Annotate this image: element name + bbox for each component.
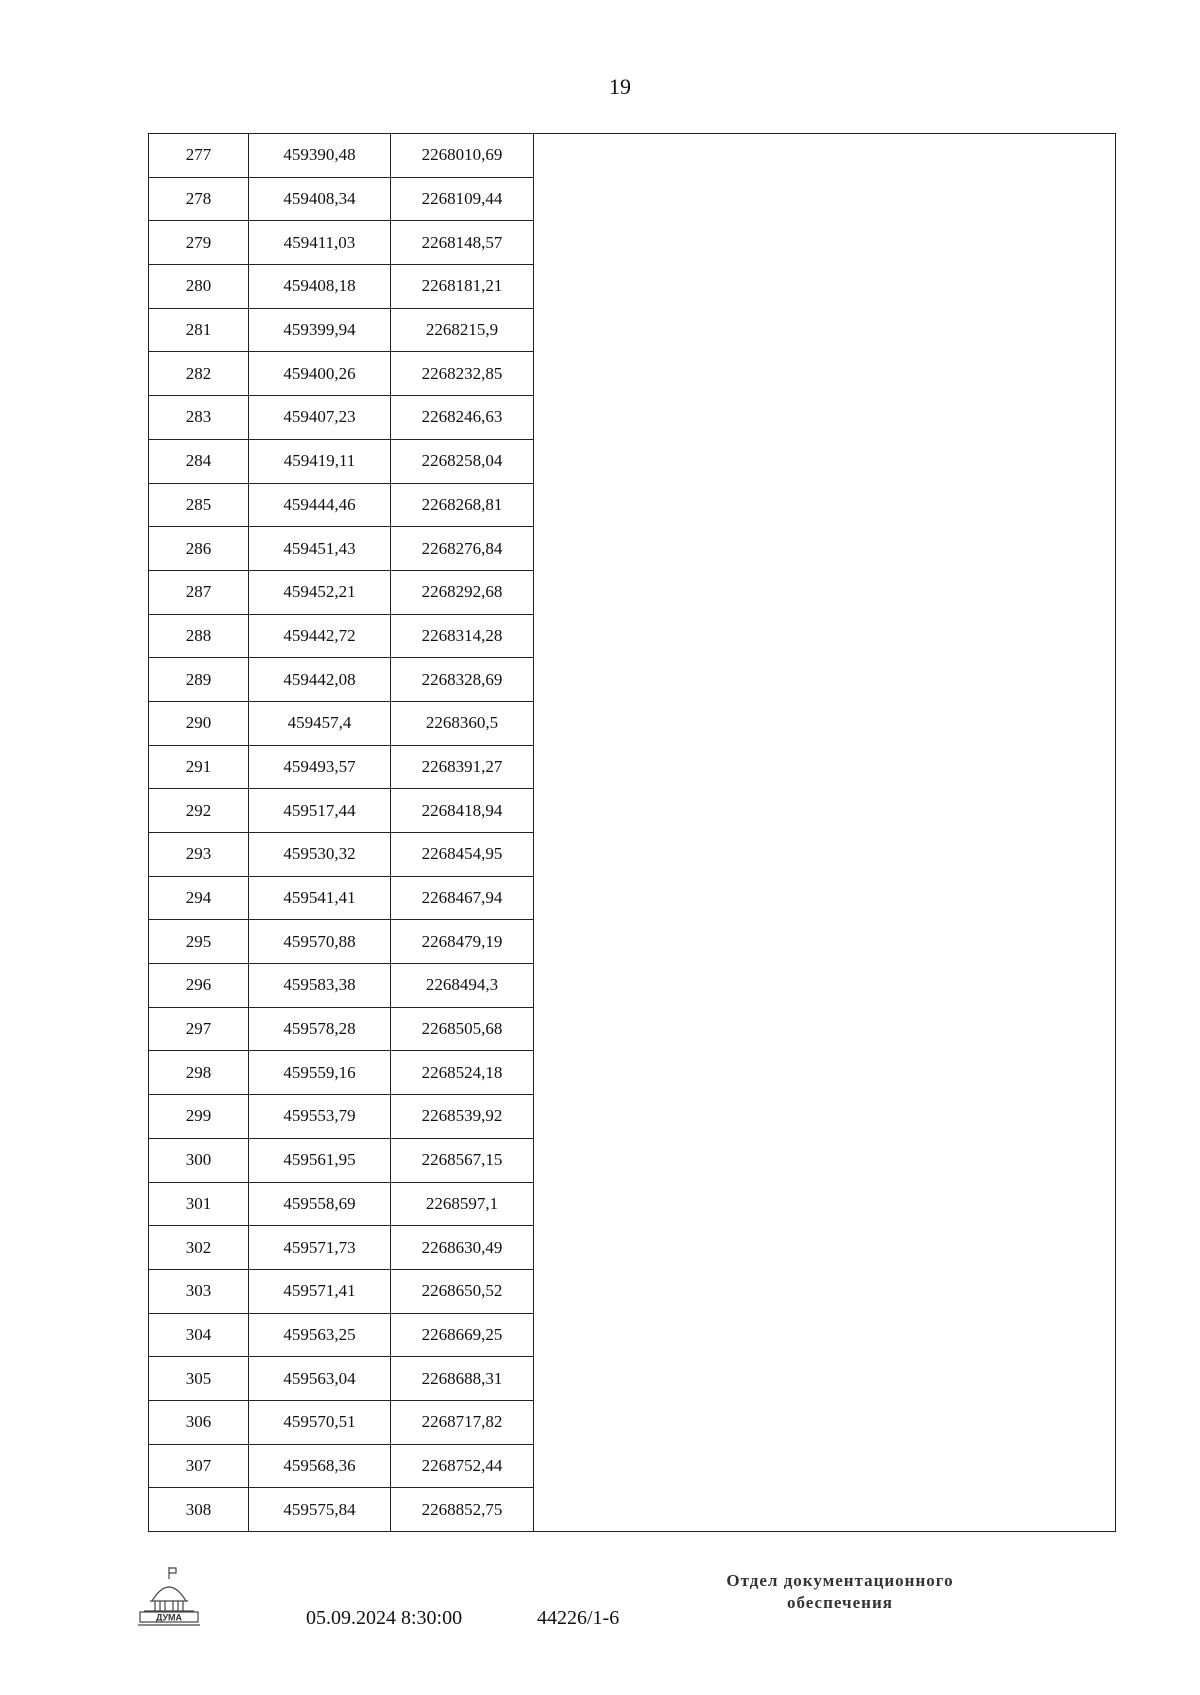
x-coordinate-cell: 459408,18: [249, 265, 391, 309]
point-number-cell: 286: [149, 527, 249, 571]
x-coordinate-cell: 459561,95: [249, 1138, 391, 1182]
x-coordinate-cell: 459530,32: [249, 833, 391, 877]
y-coordinate-cell: 2268630,49: [391, 1226, 534, 1270]
point-number-cell: 285: [149, 483, 249, 527]
point-number-cell: 281: [149, 308, 249, 352]
x-coordinate-cell: 459575,84: [249, 1488, 391, 1532]
x-coordinate-cell: 459452,21: [249, 570, 391, 614]
x-coordinate-cell: 459541,41: [249, 876, 391, 920]
x-coordinate-cell: 459568,36: [249, 1444, 391, 1488]
point-number-cell: 294: [149, 876, 249, 920]
x-coordinate-cell: 459408,34: [249, 177, 391, 221]
x-coordinate-cell: 459442,72: [249, 614, 391, 658]
x-coordinate-cell: 459493,57: [249, 745, 391, 789]
duma-logo-icon: [136, 1565, 202, 1629]
point-number-cell: 291: [149, 745, 249, 789]
x-coordinate-cell: 459571,73: [249, 1226, 391, 1270]
coordinates-table: [148, 133, 1116, 1532]
y-coordinate-cell: 2268454,95: [391, 833, 534, 877]
point-number-cell: 280: [149, 265, 249, 309]
point-number-cell: 278: [149, 177, 249, 221]
y-coordinate-cell: 2268717,82: [391, 1400, 534, 1444]
x-coordinate-cell: 459563,25: [249, 1313, 391, 1357]
empty-column-cell: [534, 134, 1116, 1532]
point-number-cell: 305: [149, 1357, 249, 1401]
y-coordinate-cell: 2268688,31: [391, 1357, 534, 1401]
point-number-cell: 302: [149, 1226, 249, 1270]
y-coordinate-cell: 2268567,15: [391, 1138, 534, 1182]
x-coordinate-cell: 459390,48: [249, 134, 391, 178]
y-coordinate-cell: 2268360,5: [391, 701, 534, 745]
point-number-cell: 277: [149, 134, 249, 178]
x-coordinate-cell: 459583,38: [249, 964, 391, 1008]
point-number-cell: 303: [149, 1269, 249, 1313]
y-coordinate-cell: 2268314,28: [391, 614, 534, 658]
logo-text: ДУМА: [155, 1612, 183, 1623]
y-coordinate-cell: 2268268,81: [391, 483, 534, 527]
department-stamp: [690, 1570, 990, 1614]
point-number-cell: 288: [149, 614, 249, 658]
y-coordinate-cell: 2268328,69: [391, 658, 534, 702]
point-number-cell: 308: [149, 1488, 249, 1532]
page-number: 19: [609, 74, 631, 99]
point-number-cell: 296: [149, 964, 249, 1008]
x-coordinate-cell: 459411,03: [249, 221, 391, 265]
x-coordinate-cell: 459571,41: [249, 1269, 391, 1313]
x-coordinate-cell: 459407,23: [249, 396, 391, 440]
table-row: [149, 134, 1116, 178]
point-number-cell: 282: [149, 352, 249, 396]
point-number-cell: 283: [149, 396, 249, 440]
y-coordinate-cell: 2268479,19: [391, 920, 534, 964]
x-coordinate-cell: 459400,26: [249, 352, 391, 396]
y-coordinate-cell: 2268258,04: [391, 439, 534, 483]
x-coordinate-cell: 459570,88: [249, 920, 391, 964]
point-number-cell: 290: [149, 701, 249, 745]
point-number-cell: 304: [149, 1313, 249, 1357]
point-number-cell: 297: [149, 1007, 249, 1051]
y-coordinate-cell: 2268246,63: [391, 396, 534, 440]
point-number-cell: 284: [149, 439, 249, 483]
y-coordinate-cell: 2268010,69: [391, 134, 534, 178]
x-coordinate-cell: 459558,69: [249, 1182, 391, 1226]
footer-date: 05.09.2024 8:30:00: [306, 1607, 463, 1629]
y-coordinate-cell: 2268467,94: [391, 876, 534, 920]
y-coordinate-cell: 2268292,68: [391, 570, 534, 614]
stamp-line-2: обеспечения: [787, 1593, 893, 1612]
x-coordinate-cell: 459457,4: [249, 701, 391, 745]
x-coordinate-cell: 459553,79: [249, 1095, 391, 1139]
x-coordinate-cell: 459578,28: [249, 1007, 391, 1051]
y-coordinate-cell: 2268505,68: [391, 1007, 534, 1051]
y-coordinate-cell: 2268276,84: [391, 527, 534, 571]
point-number-cell: 298: [149, 1051, 249, 1095]
y-coordinate-cell: 2268181,21: [391, 265, 534, 309]
y-coordinate-cell: 2268232,85: [391, 352, 534, 396]
point-number-cell: 307: [149, 1444, 249, 1488]
x-coordinate-cell: 459451,43: [249, 527, 391, 571]
x-coordinate-cell: 459442,08: [249, 658, 391, 702]
footer-document-number: 44226/1-6: [537, 1607, 620, 1629]
stamp-line-1: Отдел документационного: [726, 1571, 954, 1590]
x-coordinate-cell: 459559,16: [249, 1051, 391, 1095]
y-coordinate-cell: 2268215,9: [391, 308, 534, 352]
point-number-cell: 306: [149, 1400, 249, 1444]
x-coordinate-cell: 459563,04: [249, 1357, 391, 1401]
coordinates-table-body: [149, 134, 1116, 1532]
y-coordinate-cell: 2268539,92: [391, 1095, 534, 1139]
point-number-cell: 301: [149, 1182, 249, 1226]
y-coordinate-cell: 2268418,94: [391, 789, 534, 833]
x-coordinate-cell: 459399,94: [249, 308, 391, 352]
point-number-cell: 295: [149, 920, 249, 964]
y-coordinate-cell: 2268391,27: [391, 745, 534, 789]
point-number-cell: 289: [149, 658, 249, 702]
y-coordinate-cell: 2268650,52: [391, 1269, 534, 1313]
y-coordinate-cell: 2268109,44: [391, 177, 534, 221]
point-number-cell: 287: [149, 570, 249, 614]
y-coordinate-cell: 2268752,44: [391, 1444, 534, 1488]
point-number-cell: 279: [149, 221, 249, 265]
x-coordinate-cell: 459419,11: [249, 439, 391, 483]
x-coordinate-cell: 459570,51: [249, 1400, 391, 1444]
x-coordinate-cell: 459444,46: [249, 483, 391, 527]
point-number-cell: 292: [149, 789, 249, 833]
point-number-cell: 299: [149, 1095, 249, 1139]
y-coordinate-cell: 2268148,57: [391, 221, 534, 265]
x-coordinate-cell: 459517,44: [249, 789, 391, 833]
y-coordinate-cell: 2268494,3: [391, 964, 534, 1008]
y-coordinate-cell: 2268524,18: [391, 1051, 534, 1095]
point-number-cell: 300: [149, 1138, 249, 1182]
point-number-cell: 293: [149, 833, 249, 877]
y-coordinate-cell: 2268597,1: [391, 1182, 534, 1226]
y-coordinate-cell: 2268852,75: [391, 1488, 534, 1532]
y-coordinate-cell: 2268669,25: [391, 1313, 534, 1357]
